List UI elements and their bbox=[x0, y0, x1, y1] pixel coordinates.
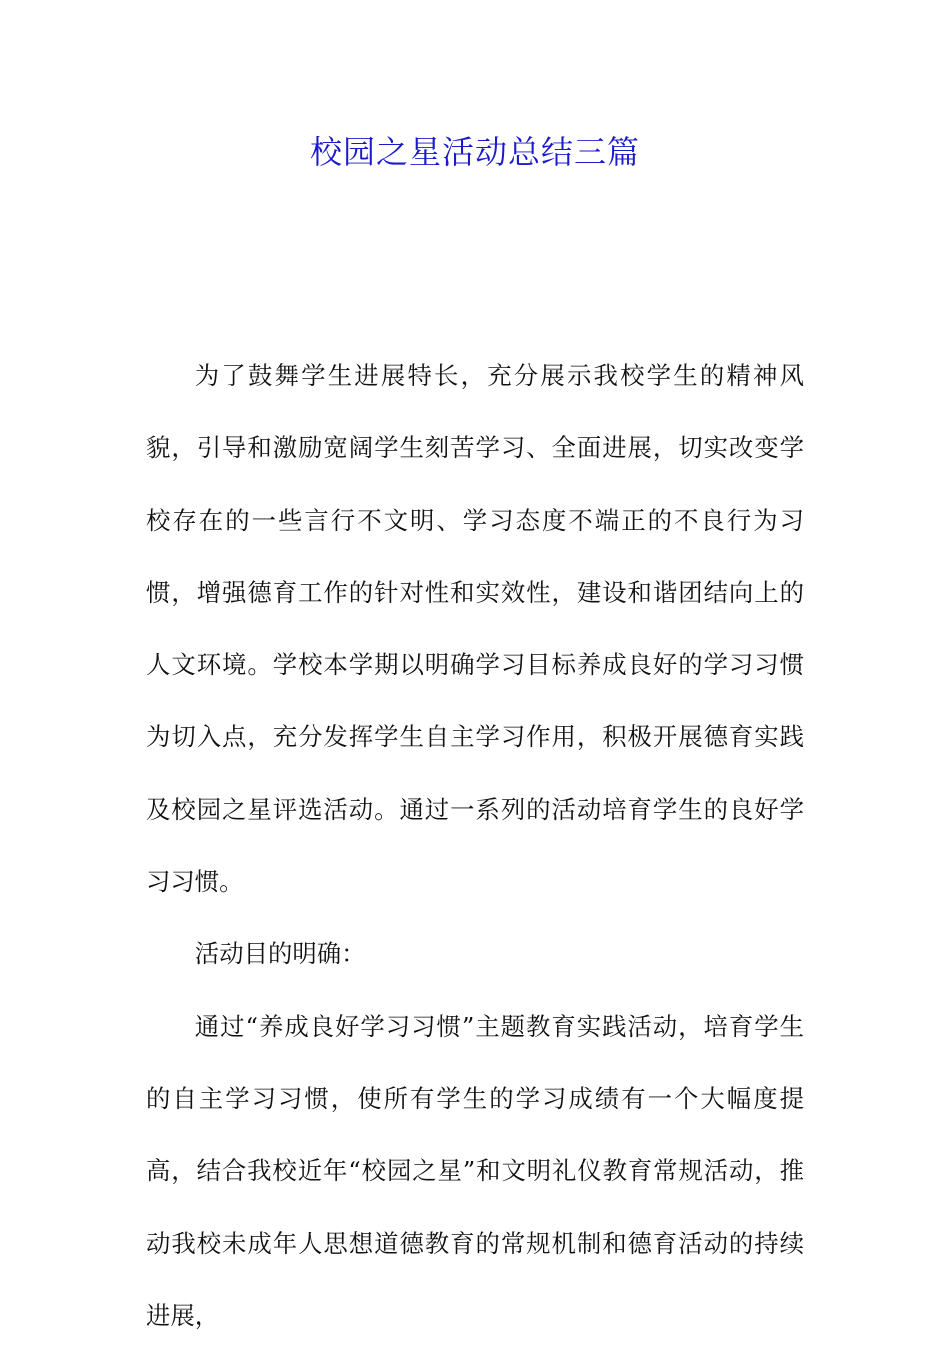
paragraph-intro: 为了鼓舞学生进展特长，充分展示我校学生的精神风貌，引导和激励宽阔学生刻苦学习、全面进展，切实改变学校存在的一些言行不文明、学习态度不端正的不良行为习惯，增强德育工作的针对性和实效性，建设和谐团结向上的人文环境。学校本学期以明确学习目标养成良好的学习习惯为切入点，充分发挥学生自主学习作用，积极开展德育实践及校园之星评选活动。通过一系列的活动培育学生的良好学习习惯。 bbox=[146, 361, 804, 897]
document-title: 校园之星活动总结三篇 bbox=[309, 133, 640, 171]
paragraph-purpose: 通过“养成良好学习习惯”主题教育实践活动，培育学生的自主学习习惯，使所有学生的学习成绩有一个大幅度提高，结合我校近年“校园之星”和文明礼仪教育常规活动，推动我校未成年人思想道德教育的常规机制和德育活动的持续进展， bbox=[146, 1011, 804, 1330]
paragraph-heading-purpose: 活动目的明确： bbox=[194, 939, 366, 969]
document-body bbox=[146, 340, 804, 1352]
